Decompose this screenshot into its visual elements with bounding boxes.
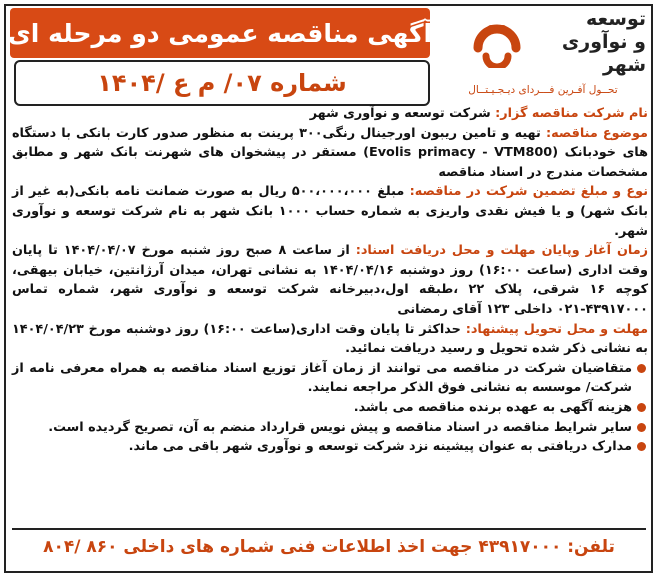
- schedule-label: زمان آغاز وپایان مهلت و محل دریافت اسناد:: [355, 243, 649, 259]
- organizer-label: نام شرکت مناقصه گزار:: [495, 106, 648, 121]
- guarantee-paragraph: [12, 182, 648, 241]
- bullet-dot-icon: [637, 442, 646, 451]
- bullet-dot-icon: [637, 403, 646, 412]
- bullet-dot-icon: [637, 423, 646, 432]
- contact-footer: [12, 528, 646, 564]
- bullet-text: متقاضیان شرکت در مناقصه می توانند از زمان آغاز توزیع اسناد مناقصه به همراه معرفی نامه از شرکت/ موسسه به نشانی فوق الذکر مراجعه نمایند.: [12, 360, 632, 396]
- subject-text: تهیه و تامین ریبون اورجینال رنگی۳۰۰ پرینت به منظور صدور کارت بانکی با دستگاه های خودبانک (Evolis primacy - VTM800) مستقر در پیشخوان های شهرنت بانک شهر و مطابق مشخصات مندرج در اسناد مناقصه: [12, 125, 648, 180]
- bullet-item: [12, 437, 648, 457]
- issue-number: شماره ۰۷/ م ع /۱۴۰۴: [97, 69, 347, 97]
- title-banner: [7, 8, 433, 58]
- logo-slogan: تحــول آفـرین فـــردای دیـجـیـتــال: [468, 84, 618, 96]
- bullet-item: [12, 418, 648, 438]
- notice-body: [12, 104, 648, 457]
- logo-line-2: و نوآوری: [561, 31, 646, 53]
- notice-title: آگهی مناقصه عمومی دو مرحله ای: [7, 18, 433, 48]
- subject-label: موضوع مناقصه:: [545, 125, 648, 141]
- contact-phone: تلفن: ۴۳۹۱۷۰۰۰ جهت اخذ اطلاعات فنی شماره های داخلی ۸۶۰ /۸۰۴: [43, 537, 615, 557]
- organizer-text: شرکت توسعه و نوآوری شهر: [309, 106, 491, 121]
- bullet-text: مدارک دریافتی به عنوان پیشینه نزد شرکت توسعه و نوآوری شهر باقی می ماند.: [128, 439, 632, 455]
- bullet-item: [12, 398, 648, 418]
- logo-line-1: توسعه: [586, 8, 646, 30]
- bullet-text: هزینه آگهی به عهده برنده مناقصه می باشد.: [353, 399, 632, 415]
- bullet-text: سایر شرایط مناقصه در اسناد مناقصه و پیش نویس قرارداد منضم به آن، تصریح گردیده است.: [48, 419, 632, 435]
- guarantee-text: مبلغ ۵۰۰،۰۰۰،۰۰۰ ریال به صورت ضمانت نامه بانکی(به غیر از بانک شهر) و یا فیش نقدی واریزی به شماره حساب ۱۰۰۰ بانک شهر به نام شرکت توسعه و نوآوری شهر.: [12, 184, 649, 239]
- bullet-dot-icon: [637, 364, 646, 373]
- schedule-paragraph: [12, 241, 648, 319]
- schedule-text: از ساعت ۸ صبح روز شنبه مورخ ۱۴۰۴/۰۴/۰۷ تا پایان وقت اداری (ساعت ۱۶:۰۰) روز دوشنبه ۱۴۰۴/۰۴/۱۶ به نشانی تهران، میدان آرژانتین، خیابان بیهقی، کوچه ۱۶ شرقی، پلاک ۲۲ ،طبقه اول،دبیرخانه شرکت توسعه و نوآوری شهر، شماره تماس ۴۳۹۱۷۰۰۰-۰۲۱ داخلی ۱۲۳ آقای رمضانی: [12, 243, 649, 317]
- logo-line-3: شهر: [602, 54, 646, 76]
- issue-number-box: [14, 60, 430, 106]
- bullet-item: [12, 359, 648, 398]
- submission-text: حداکثر تا پایان وقت اداری(ساعت ۱۶:۰۰) روز دوشنبه مورخ ۱۴۰۴/۰۴/۲۳ به نشانی ذکر شده تحویل و رسید دریافت نمائید.: [12, 321, 648, 357]
- logo-mark-icon: [472, 18, 522, 68]
- submission-label: مهلت و محل تحویل پیشنهاد:: [465, 321, 648, 337]
- logo-wordmark: [522, 8, 646, 77]
- organizer-paragraph: [12, 104, 648, 124]
- submission-paragraph: [12, 320, 648, 359]
- subject-paragraph: [12, 124, 648, 183]
- guarantee-label: نوع و مبلغ تضمین شرکت در مناقصه:: [409, 184, 648, 200]
